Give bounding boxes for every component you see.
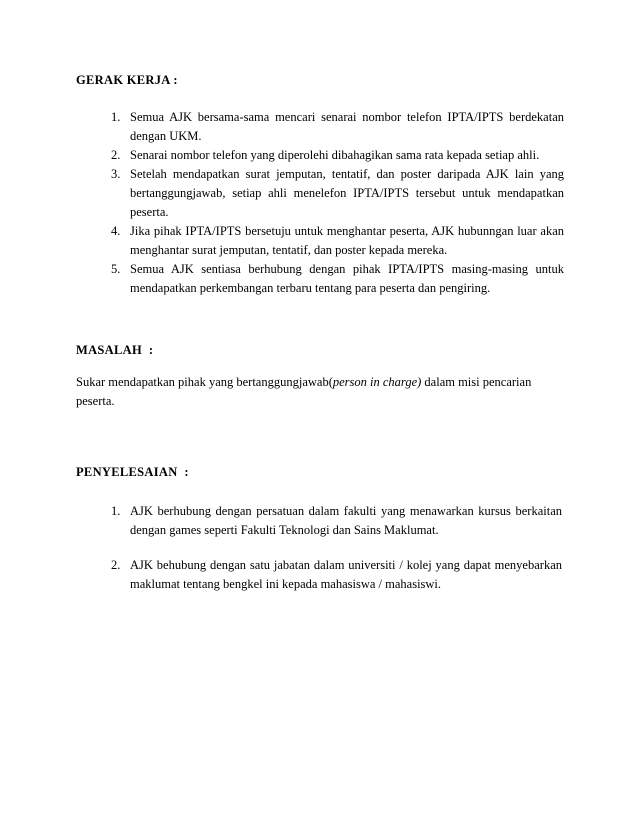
list-item-number: 1. — [111, 110, 121, 124]
list-item — [111, 260, 564, 298]
list-item — [111, 146, 564, 165]
list-item-number: 2. — [111, 558, 121, 572]
list-item-number: 4. — [111, 224, 121, 238]
list-item-text: AJK berhubung dengan persatuan dalam fakulti yang menawarkan kursus berkaitan dengan games seperti Fakulti Teknologi dan Sains Maklumat. — [130, 504, 562, 537]
list-item-number: 1. — [111, 504, 121, 518]
list-item — [111, 502, 562, 540]
masalah-text-before: Sukar mendapatkan pihak yang bertanggungjawab( — [76, 375, 333, 389]
heading-penyelesaian: PENYELESAIAN : — [76, 465, 189, 479]
masalah-text-after: dalam misi pencarian peserta. — [76, 375, 532, 408]
list-item — [111, 556, 562, 594]
masalah-text-italic: person in charge) — [332, 375, 422, 389]
penyelesaian-list — [111, 502, 562, 594]
heading-masalah: MASALAH : — [76, 343, 154, 357]
list-item-text: Setelah mendapatkan surat jemputan, tentatif, dan poster daripada AJK lain yang bertanggungjawab, setiap ahli menelefon IPTA/IPTS tersebut untuk mendapatkan peserta. — [130, 167, 564, 219]
list-item-text: AJK behubung dengan satu jabatan dalam universiti / kolej yang dapat menyebarkan maklumat tentang bengkel ini kepada mahasiswa / mahasiswi. — [130, 558, 562, 591]
list-item — [111, 222, 564, 260]
gerak-kerja-list — [111, 108, 564, 298]
list-item-number: 3. — [111, 167, 121, 181]
list-item-text: Semua AJK bersama-sama mencari senarai nombor telefon IPTA/IPTS berdekatan dengan UKM. — [130, 110, 564, 143]
list-item-text: Senarai nombor telefon yang diperolehi dibahagikan sama rata kepada setiap ahli. — [130, 148, 540, 162]
heading-gerak-kerja: GERAK KERJA : — [76, 73, 178, 87]
masalah-paragraph — [76, 373, 546, 411]
list-item — [111, 165, 564, 222]
list-item-number: 2. — [111, 148, 121, 162]
list-item — [111, 108, 564, 146]
list-item-text: Jika pihak IPTA/IPTS bersetuju untuk menghantar peserta, AJK hubunngan luar akan menghantar surat jemputan, tentatif, dan poster kepada mereka. — [130, 224, 564, 257]
list-item-text: Semua AJK sentiasa berhubung dengan pihak IPTA/IPTS masing-masing untuk mendapatkan perkembangan terbaru tentang para peserta dan pengiring. — [130, 262, 564, 295]
list-item-number: 5. — [111, 262, 121, 276]
